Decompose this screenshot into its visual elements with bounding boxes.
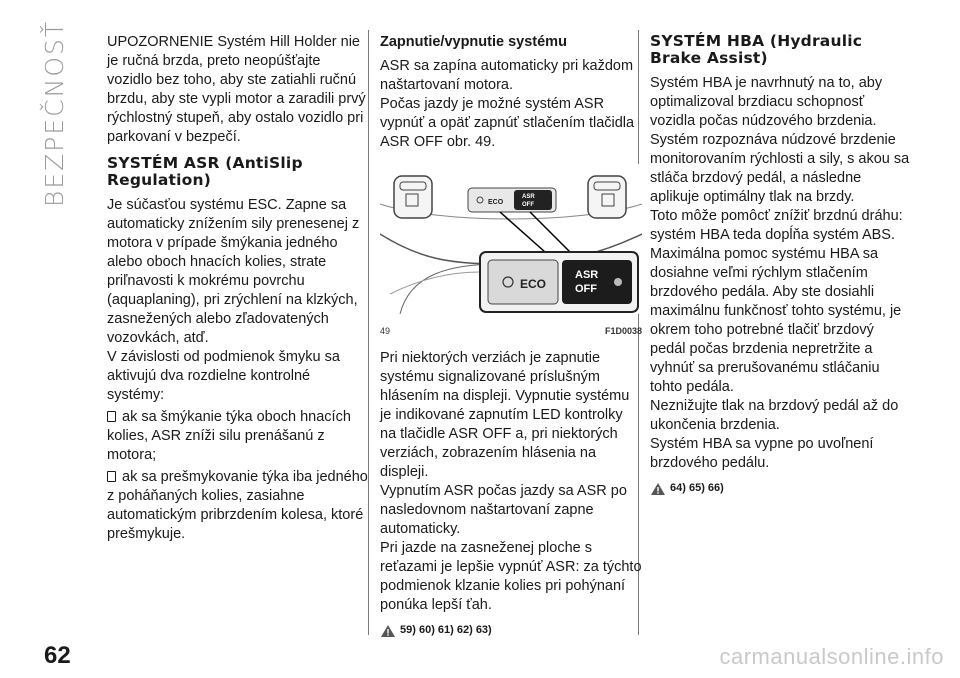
asr-toggle-subheading: Zapnutie/vypnutie systému	[380, 34, 567, 50]
asr-paragraph: Počas jazdy je možné systém ASR vypnúť a opäť zapnúť stlačením tlačidla ASR OFF obr. 49.	[380, 96, 635, 150]
hba-heading: SYSTÉM HBA (Hydraulic Brake Assist)	[650, 32, 863, 67]
asr-small-label: ASR	[522, 194, 535, 200]
asr-paragraph: Je súčasťou systému ESC. Zapne sa automaticky znížením sily prenesenej z motora v prípade šmýkania jedného alebo oboch hnacích kolies, strate priľnavosti k mokrému povrchu (aquaplaning), pri zrýchlení na klzkých, zasnežených alebo zľadovatených vozovkách, atď.	[107, 197, 360, 346]
off-large-label: OFF	[575, 283, 597, 295]
hill-holder-warning-text: UPOZORNENIE Systém Hill Holder nie je ručná brzda, preto neopúšťajte vozidlo bez toho, aby ste zatiahli ručnú brzdu, aby ste vypli motor a zaradili prvý rýchlostný stupeň, aby ostalo vozidlo pri parkovaní v bezpečí.	[107, 34, 366, 145]
list-item: ak sa šmýkanie týka oboch hnacích kolies, ASR zníži silu prenášanú z motora;	[107, 409, 351, 463]
asr-paragraph: ASR sa zapína automaticky pri každom naštartovaní motora.	[380, 58, 634, 93]
asr-paragraph: V závislosti od podmienok šmyku sa aktivujú dva rozdielne kontrolné systémy:	[107, 349, 340, 403]
warning-triangle-icon	[650, 482, 666, 496]
bullet-square-icon	[107, 411, 116, 422]
bullet-square-icon	[107, 471, 116, 482]
hba-paragraph: Neznižujte tlak na brzdový pedál až do ukončenia brzdenia.	[650, 398, 899, 433]
hba-paragraph: Toto môže pomôcť znížiť brzdnú dráhu: systém HBA teda dopĺňa systém ABS.	[650, 208, 903, 243]
warning-references: 64) 65) 66)	[650, 479, 912, 498]
asr-button-illustration	[380, 164, 642, 314]
hba-paragraph: Systém HBA je navrhnutý na to, aby optimalizoval brzdiacu schopnosť vozidla počas núdzového brzdenia.	[650, 75, 883, 129]
hba-paragraph: Systém rozpoznáva núdzové brzdenie monitorovaním rýchlosti a sily, s akou sa stláča brzdový pedál, a následne aplikuje optimálny tlak na brzdy.	[650, 132, 910, 205]
off-small-label: OFF	[522, 202, 534, 208]
list-item: ak sa prešmykovanie týka iba jedného z poháňaných kolies, zasiahne automatickým pribrzdením kolesa, ktoré prešmykuje.	[107, 469, 368, 542]
eco-small-label: ECO	[488, 199, 504, 206]
asr-paragraph: Pri jazde na zasneženej ploche s reťazami je lepšie vypnúť ASR: za týchto podmienok klzanie kolies pri pohýnaní ponúka lepší ťah.	[380, 540, 642, 613]
asr-heading: SYSTÉM ASR (AntiSlip Regulation)	[107, 154, 303, 189]
asr-paragraph: Pri niektorých verziách je zapnutie systému signalizované príslušným hlásením na displeji. Vypnutie systému je indikované zapnutím LED kontrolky na tlačidle ASR OFF a, pri niektorých verziách, zobrazením hlásenia na displeji.	[380, 350, 630, 480]
eco-large-label: ECO	[520, 277, 547, 291]
watermark: carmanualsonline.info	[719, 644, 944, 669]
figure-49	[380, 164, 642, 341]
page-number: 62	[44, 642, 71, 669]
figure-caption	[380, 322, 642, 341]
asr-large-label: ASR	[575, 269, 599, 281]
hba-paragraph: Maximálna pomoc systému HBA sa dosiahne veľmi rýchlym stlačením brzdového pedála. Aby ste dosiahli maximálnu funkčnosť tohto systému, je okrem toho potrebné tlačiť brzdový pedál počas brzdenia nepretržite a vyhnúť sa prerušovanému stláčaniu tohto pedála.	[650, 246, 902, 395]
hba-paragraph: Systém HBA sa vypne po uvoľnení brzdového pedálu.	[650, 436, 874, 471]
section-side-tab: BEZPEČNOSŤ	[40, 20, 69, 208]
asr-paragraph: Vypnutím ASR počas jazdy sa ASR po nasledovnom naštartovaní zapne automaticky.	[380, 483, 627, 537]
figure-number: 49	[380, 326, 391, 336]
warning-references: 59) 60) 61) 62) 63)	[380, 621, 642, 640]
column-3	[650, 33, 912, 498]
figure-code: F1D0038	[604, 326, 642, 336]
column-2	[380, 33, 642, 640]
column-1	[107, 33, 369, 544]
warning-triangle-icon	[380, 624, 396, 638]
